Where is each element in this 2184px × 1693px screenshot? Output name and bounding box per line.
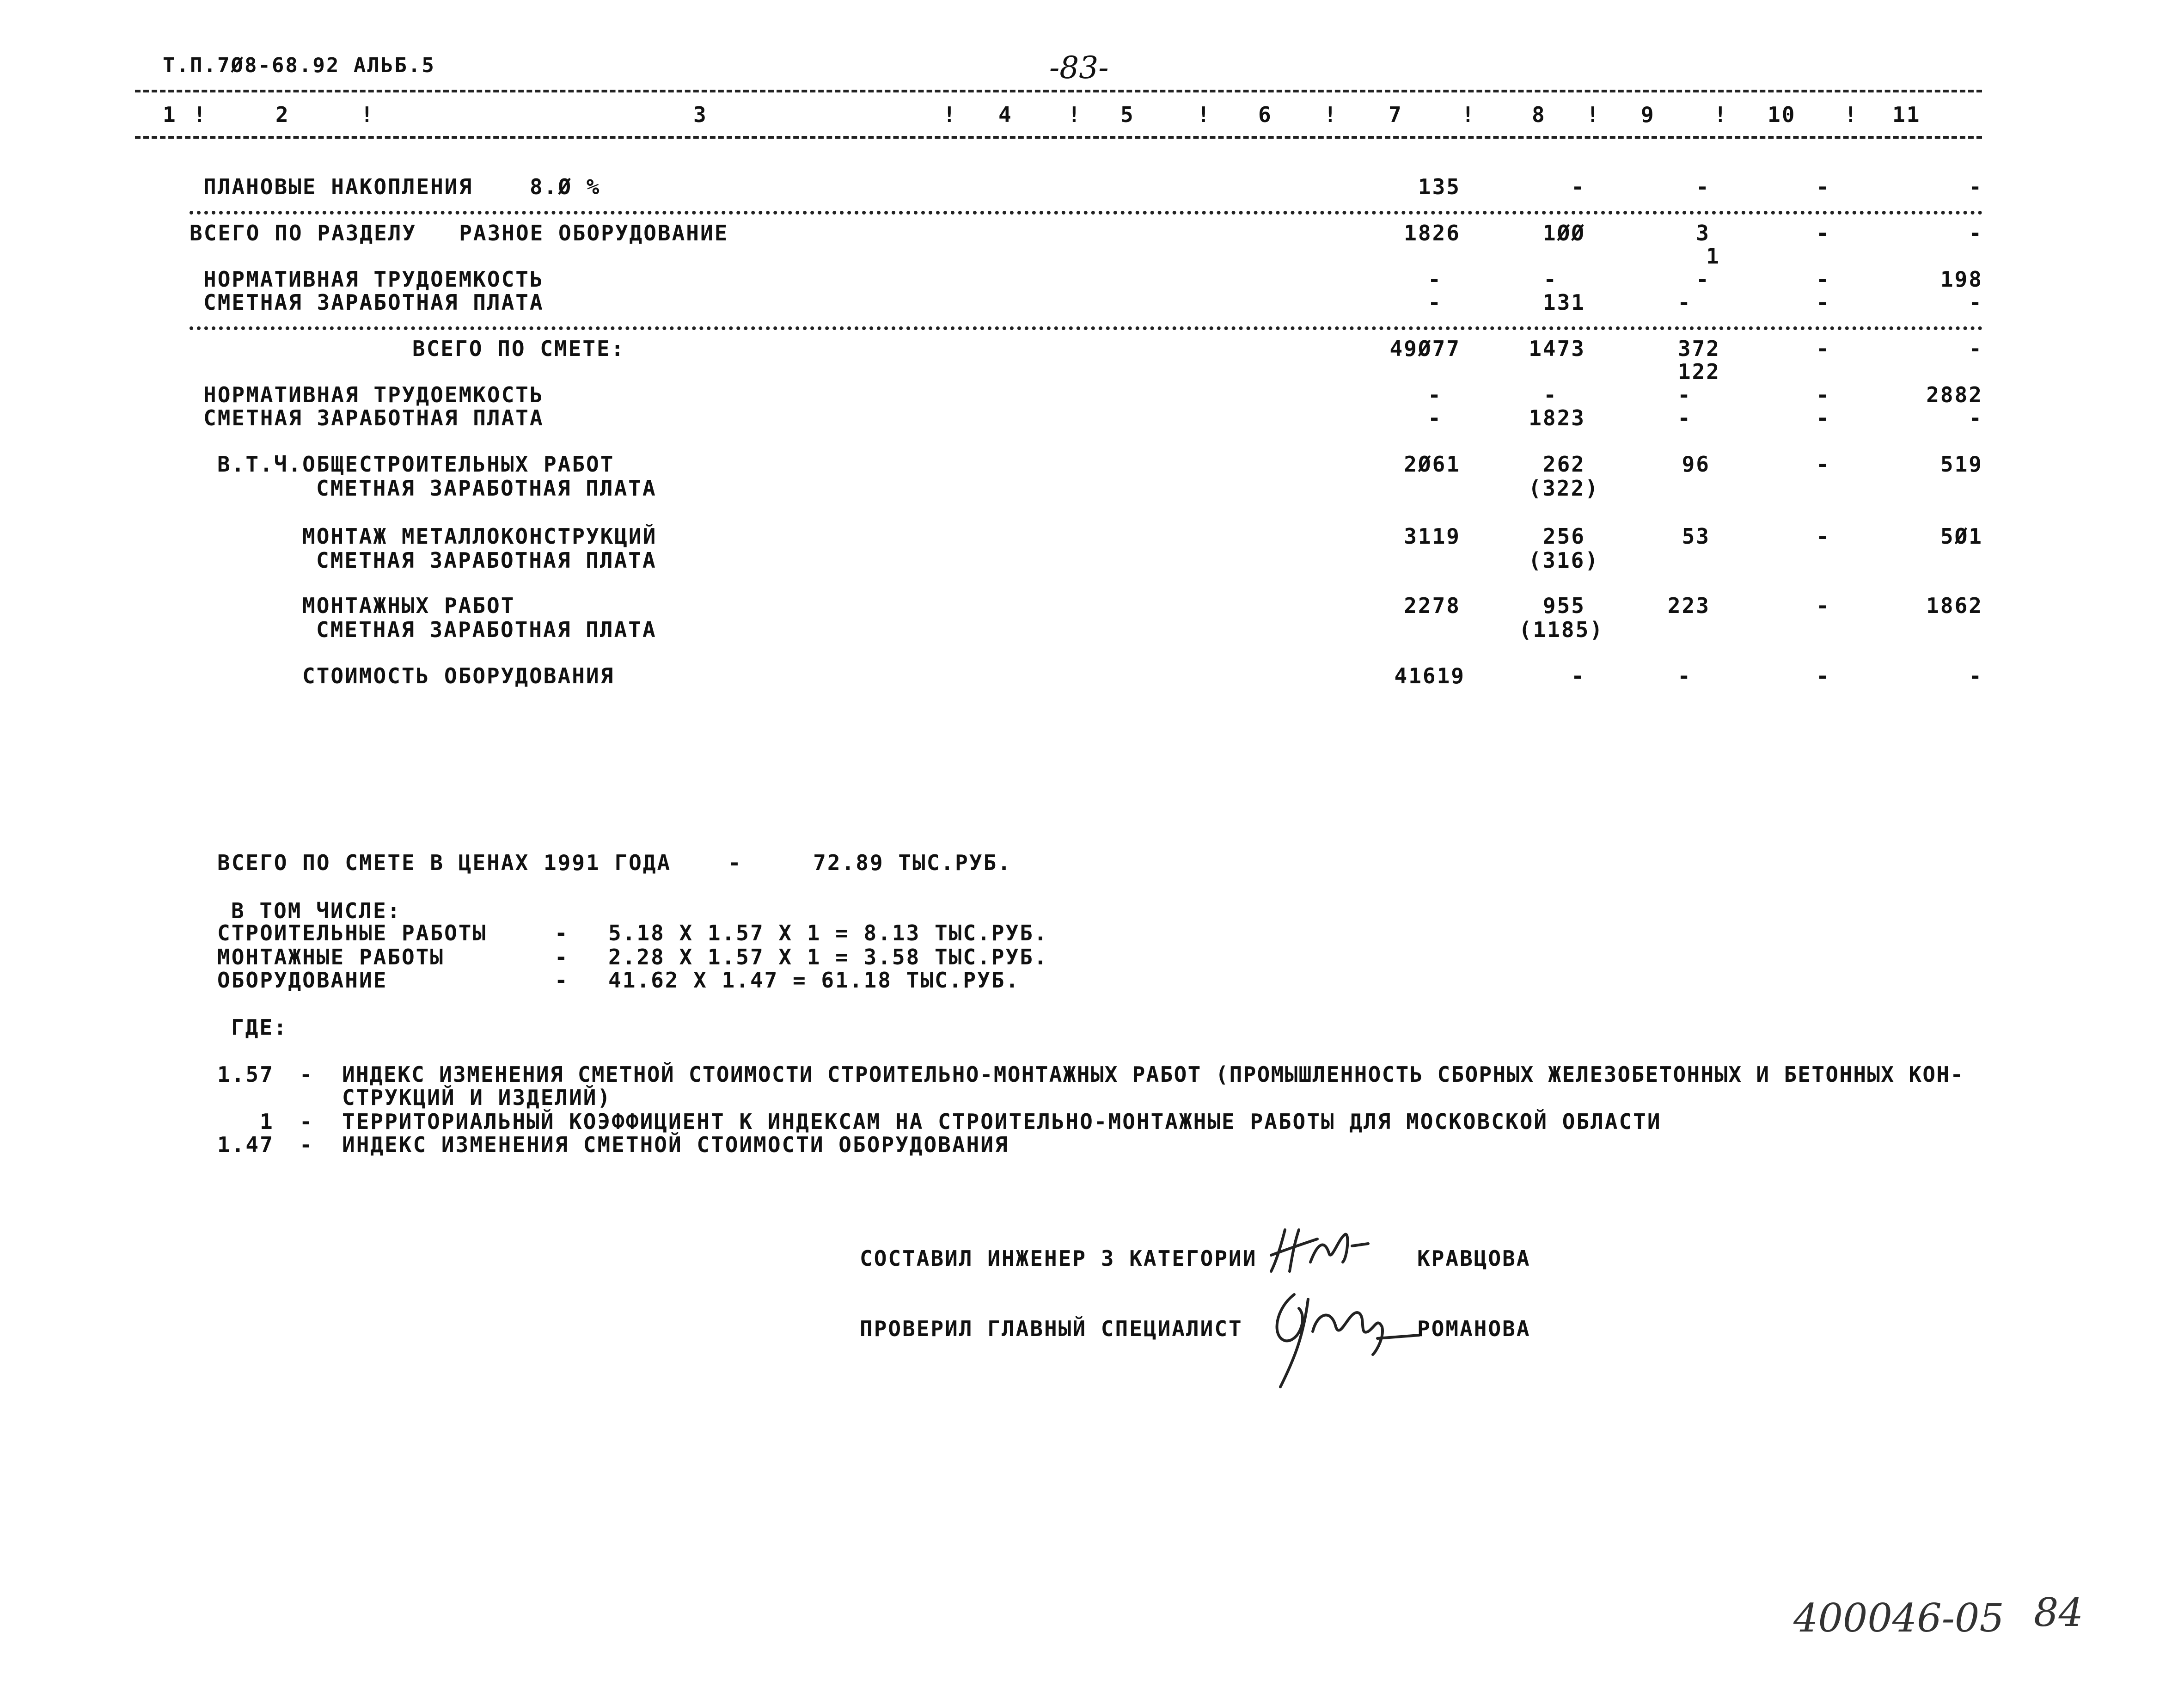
cell-col7: -: [1428, 405, 1442, 430]
summary-item-dash: -: [555, 945, 569, 969]
cell-col7: 135: [1418, 174, 1461, 199]
header-top-rule: [135, 90, 1982, 92]
summary-item-label: СТРОИТЕЛЬНЫЕ РАБОТЫ: [217, 920, 487, 945]
row-label: ПЛАНОВЫЕ НАКОПЛЕНИЯ 8.Ø %: [203, 174, 601, 199]
note-text-continued: СТРУКЦИЙ И ИЗДЕЛИЙ): [342, 1085, 612, 1110]
col-sep: !: [193, 102, 208, 127]
cell-col7: 2Ø61: [1404, 452, 1461, 477]
col-header-7: 7: [1389, 102, 1403, 127]
document-code: Т.П.7Ø8-68.92 АЛЬБ.5: [163, 54, 435, 77]
summary-item-formula: 41.62 X 1.47 = 61.18 ТЫС.РУБ.: [608, 968, 1020, 993]
summary-item-label: ОБОРУДОВАНИЕ: [217, 968, 388, 993]
note-key: 1.47: [217, 1132, 274, 1157]
cell-col7: 49Ø77: [1389, 336, 1461, 361]
cell-col9: -: [1677, 382, 1692, 407]
cell-col9: -: [1696, 174, 1710, 199]
cell-col11: -: [1969, 663, 1983, 688]
cell-col9: -: [1696, 267, 1710, 292]
row-label: НОРМАТИВНАЯ ТРУДОЕМКОСТЬ: [203, 267, 544, 292]
row-label: В.Т.Ч.ОБЩЕСТРОИТЕЛЬНЫХ РАБОТ: [217, 452, 615, 477]
summary-where: ГДЕ:: [231, 1015, 288, 1040]
cell-col11: -: [1969, 336, 1983, 361]
col-header-9: 9: [1641, 102, 1655, 127]
cell-col11: -: [1969, 290, 1983, 315]
cell-col9-second-line: 122: [1677, 359, 1720, 384]
col-sep: !: [361, 102, 375, 127]
summary-item-label: МОНТАЖНЫЕ РАБОТЫ: [217, 945, 445, 969]
header-bottom-rule: [135, 136, 1982, 139]
signature-role: ПРОВЕРИЛ ГЛАВНЫЙ СПЕЦИАЛИСТ: [860, 1316, 1243, 1341]
archive-code: 400046-05: [1793, 1595, 2004, 1641]
row-sublabel: СМЕТНАЯ ЗАРАБОТНАЯ ПЛАТА: [316, 548, 657, 573]
cell-col8-second-line: (322): [1528, 476, 1599, 501]
row-label: СТОИМОСТЬ ОБОРУДОВАНИЯ: [302, 663, 615, 688]
cell-col8: -: [1571, 174, 1585, 199]
signature-name: КРАВЦОВА: [1417, 1246, 1531, 1271]
cell-col9: -: [1677, 663, 1692, 688]
cell-col10: -: [1816, 405, 1830, 430]
col-sep: !: [1324, 102, 1338, 127]
cell-col8: -: [1543, 382, 1558, 407]
cell-col11: 5Ø1: [1940, 524, 1983, 549]
cell-col11: -: [1969, 174, 1983, 199]
col-header-8: 8: [1532, 102, 1546, 127]
cell-col7: 2278: [1404, 593, 1461, 618]
row-sublabel: СМЕТНАЯ ЗАРАБОТНАЯ ПЛАТА: [316, 617, 657, 642]
note-dash: -: [300, 1109, 314, 1134]
col-sep: !: [1068, 102, 1082, 127]
cell-col10: -: [1816, 290, 1830, 315]
note-dash: -: [300, 1132, 314, 1157]
col-sep: !: [1197, 102, 1211, 127]
cell-col8: 955: [1542, 593, 1585, 618]
cell-col7: 3119: [1404, 524, 1461, 549]
row-sublabel: СМЕТНАЯ ЗАРАБОТНАЯ ПЛАТА: [316, 476, 657, 501]
cell-col8: 1ØØ: [1542, 221, 1585, 245]
col-sep: !: [1844, 102, 1859, 127]
cell-col9: 53: [1682, 524, 1710, 549]
signature-name: РОМАНОВА: [1417, 1316, 1531, 1341]
signature-role: СОСТАВИЛ ИНЖЕНЕР 3 КАТЕГОРИИ: [860, 1246, 1257, 1271]
cell-col9: 372: [1677, 336, 1720, 361]
note-text: ТЕРРИТОРИАЛЬНЫЙ КОЭФФИЦИЕНТ К ИНДЕКСАМ НА СТРОИТЕЛЬНО-МОНТАЖНЫЕ РАБОТЫ ДЛЯ МОСКОВСКОЙ ОБЛАСТИ: [342, 1109, 1662, 1134]
note-key: 1.57: [217, 1062, 274, 1087]
handwritten-signature-icon: [1266, 1211, 1373, 1281]
note-text: ИНДЕКС ИЗМЕНЕНИЯ СМЕТНОЙ СТОИМОСТИ ОБОРУДОВАНИЯ: [342, 1132, 1009, 1157]
col-header-2: 2: [275, 102, 290, 127]
cell-col8-second-line: (316): [1528, 548, 1599, 573]
cell-col10: -: [1816, 452, 1830, 477]
note-dash: -: [300, 1062, 314, 1087]
note-key: 1: [260, 1109, 274, 1134]
row-label: СМЕТНАЯ ЗАРАБОТНАЯ ПЛАТА: [203, 290, 544, 315]
cell-col10: -: [1816, 382, 1830, 407]
cell-col11: 2882: [1926, 382, 1983, 407]
cell-col11: 519: [1940, 452, 1983, 477]
summary-item-dash: -: [555, 920, 569, 945]
row-label: НОРМАТИВНАЯ ТРУДОЕМКОСТЬ: [203, 382, 544, 407]
cell-col7: -: [1428, 382, 1442, 407]
row-label: ВСЕГО ПО РАЗДЕЛУ РАЗНОЕ ОБОРУДОВАНИЕ: [190, 221, 729, 245]
row-label: СМЕТНАЯ ЗАРАБОТНАЯ ПЛАТА: [203, 405, 544, 430]
page-number: -83-: [1049, 50, 1109, 86]
cell-col8: 262: [1542, 452, 1585, 477]
col-header-5: 5: [1120, 102, 1135, 127]
col-header-1: 1: [163, 102, 177, 127]
col-header-4: 4: [998, 102, 1013, 127]
cell-col8: 1823: [1529, 405, 1585, 430]
cell-col8: -: [1571, 663, 1585, 688]
col-sep: !: [1714, 102, 1728, 127]
row-label: ВСЕГО ПО СМЕТЕ:: [412, 336, 625, 361]
col-sep: !: [1586, 102, 1601, 127]
cell-col11: -: [1969, 221, 1983, 245]
cell-col9: -: [1677, 290, 1692, 315]
cell-col8: 1473: [1529, 336, 1585, 361]
row-label: МОНТАЖ МЕТАЛЛОКОНСТРУКЦИЙ: [302, 524, 657, 549]
cell-col7: 1826: [1404, 221, 1461, 245]
cell-col10: -: [1816, 663, 1830, 688]
col-sep: !: [943, 102, 957, 127]
cell-col7: -: [1428, 267, 1442, 292]
cell-col10: -: [1816, 174, 1830, 199]
dotted-separator: [190, 211, 1983, 215]
cell-col8-second-line: (1185): [1518, 617, 1604, 642]
cell-col9: 223: [1667, 593, 1710, 618]
summary-total-line: ВСЕГО ПО СМЕТЕ В ЦЕНАХ 1991 ГОДА - 72.89 ТЫС.РУБ.: [217, 850, 1012, 875]
cell-col9: 3: [1696, 221, 1710, 245]
summary-item-dash: -: [555, 968, 569, 993]
cell-col11: 1862: [1926, 593, 1983, 618]
summary-including: В ТОМ ЧИСЛЕ:: [231, 898, 402, 923]
sheet-number: 84: [2034, 1590, 2083, 1635]
note-text: ИНДЕКС ИЗМЕНЕНИЯ СМЕТНОЙ СТОИМОСТИ СТРОИТЕЛЬНО-МОНТАЖНЫХ РАБОТ (ПРОМЫШЛЕННОСТЬ СБОРНЫХ ЖЕЛЕЗОБЕТОННЫХ И БЕТОННЫХ КОН-: [342, 1062, 1964, 1087]
cell-col8: 131: [1542, 290, 1585, 315]
col-header-10: 10: [1768, 102, 1796, 127]
row-label: МОНТАЖНЫХ РАБОТ: [302, 593, 515, 618]
cell-col10: -: [1816, 336, 1830, 361]
cell-col8: 256: [1542, 524, 1585, 549]
cell-col10: -: [1816, 593, 1830, 618]
col-sep: !: [1462, 102, 1476, 127]
col-header-6: 6: [1258, 102, 1272, 127]
col-header-11: 11: [1892, 102, 1921, 127]
cell-col11: 198: [1940, 267, 1983, 292]
summary-item-formula: 5.18 X 1.57 X 1 = 8.13 ТЫС.РУБ.: [608, 920, 1048, 945]
cell-col9-second-line: 1: [1706, 244, 1720, 269]
summary-item-formula: 2.28 X 1.57 X 1 = 3.58 ТЫС.РУБ.: [608, 945, 1048, 969]
dotted-separator: [190, 326, 1983, 330]
cell-col10: -: [1816, 221, 1830, 245]
cell-col8: -: [1543, 267, 1558, 292]
cell-col10: -: [1816, 267, 1830, 292]
col-header-3: 3: [693, 102, 708, 127]
cell-col9: -: [1677, 405, 1692, 430]
handwritten-signature-icon: [1266, 1281, 1424, 1392]
cell-col9: 96: [1682, 452, 1710, 477]
cell-col10: -: [1816, 524, 1830, 549]
cell-col7: -: [1428, 290, 1442, 315]
cell-col7: 41619: [1394, 663, 1465, 688]
cell-col11: -: [1969, 405, 1983, 430]
